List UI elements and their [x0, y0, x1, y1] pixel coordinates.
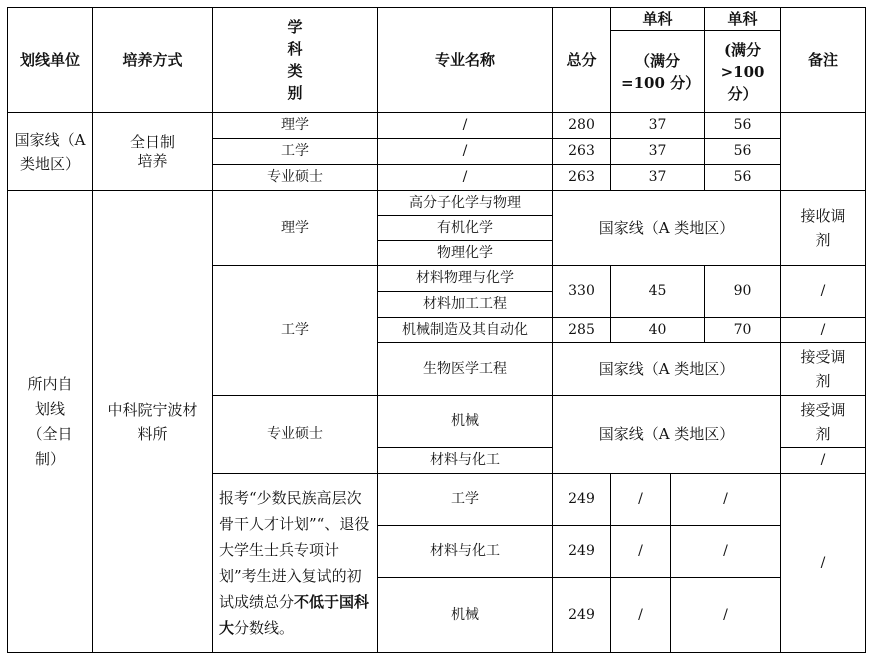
special-single1: / — [611, 578, 671, 653]
header-single1-sub: （满分=100 分） — [611, 31, 705, 113]
special-text-b: 分数线。 — [234, 619, 295, 637]
engineering-remark: / — [781, 266, 866, 318]
engineering-remark: 接受调剂 — [781, 343, 866, 396]
header-single2-sub: (满分>100 分） — [705, 31, 781, 113]
professional-remark: 接受调剂 — [781, 396, 866, 448]
professional-major: 机械 — [378, 396, 553, 448]
engineering-single1: 45 — [611, 266, 705, 318]
professional-remark: / — [781, 448, 866, 474]
special-text-a: 报考“少数民族高层次骨干人才计划”“、退役大学生士兵专项计划”考生进入复试的初试成绩总分 — [219, 489, 370, 611]
header-unit: 划线单位 — [8, 8, 93, 113]
header-row — [8, 8, 866, 31]
national-remark — [781, 113, 866, 191]
science-major: 物理化学 — [378, 241, 553, 266]
national-single2: 56 — [705, 139, 781, 165]
special-major: 机械 — [378, 578, 553, 653]
special-total: 249 — [553, 474, 611, 526]
national-category: 理学 — [213, 113, 378, 139]
science-remark: 接收调剂 — [781, 191, 866, 266]
special-text-bold: 不低于国科大 — [219, 593, 370, 637]
special-single2: / — [671, 474, 781, 526]
header-mode: 培养方式 — [93, 8, 213, 113]
engineering-major: 材料加工工程 — [378, 292, 553, 318]
national-category: 专业硕士 — [213, 165, 378, 191]
national-row-1 — [8, 113, 866, 139]
national-mode: 全日制培养 — [93, 113, 213, 191]
header-remark: 备注 — [781, 8, 866, 113]
engineering-single1: 40 — [611, 318, 705, 343]
engineering-major: 生物医学工程 — [378, 343, 553, 396]
professional-category: 专业硕士 — [213, 396, 378, 474]
institute-science-row-1 — [8, 191, 866, 216]
header-total: 总分 — [553, 8, 611, 113]
institute-unit: 所内自划线（全日制） — [8, 191, 93, 653]
engineering-total: 330 — [553, 266, 611, 318]
engineering-single2: 90 — [705, 266, 781, 318]
special-single1: / — [611, 526, 671, 578]
header-major: 专业名称 — [378, 8, 553, 113]
science-score: 国家线（A 类地区） — [553, 191, 781, 266]
score-line-table — [7, 7, 866, 653]
national-major: / — [378, 139, 553, 165]
special-major: 工学 — [378, 474, 553, 526]
engineering-single2: 70 — [705, 318, 781, 343]
special-single2: / — [671, 578, 781, 653]
engineering-remark: / — [781, 318, 866, 343]
score-table-wrapper — [7, 7, 866, 653]
special-total: 249 — [553, 578, 611, 653]
national-unit: 国家线（A 类地区） — [8, 113, 93, 191]
engineering-major: 材料物理与化学 — [378, 266, 553, 292]
header-category: 学科类别 — [213, 8, 378, 113]
engineering-score: 国家线（A 类地区） — [553, 343, 781, 396]
national-single1: 37 — [611, 113, 705, 139]
professional-major: 材料与化工 — [378, 448, 553, 474]
national-total: 263 — [553, 165, 611, 191]
special-single1: / — [611, 474, 671, 526]
science-major: 高分子化学与物理 — [378, 191, 553, 216]
special-single2: / — [671, 526, 781, 578]
national-total: 280 — [553, 113, 611, 139]
science-major: 有机化学 — [378, 216, 553, 241]
national-category: 工学 — [213, 139, 378, 165]
national-single2: 56 — [705, 165, 781, 191]
professional-score: 国家线（A 类地区） — [553, 396, 781, 474]
special-total: 249 — [553, 526, 611, 578]
national-single1: 37 — [611, 139, 705, 165]
engineering-category: 工学 — [213, 266, 378, 396]
engineering-total: 285 — [553, 318, 611, 343]
special-description — [213, 474, 378, 653]
header-single1-title: 单科 — [611, 8, 705, 31]
institute-mode: 中科院宁波材料所 — [93, 191, 213, 653]
engineering-major: 机械制造及其自动化 — [378, 318, 553, 343]
national-single2: 56 — [705, 113, 781, 139]
national-major: / — [378, 113, 553, 139]
national-total: 263 — [553, 139, 611, 165]
special-major: 材料与化工 — [378, 526, 553, 578]
header-single2-title: 单科 — [705, 8, 781, 31]
special-remark: / — [781, 474, 866, 653]
science-category: 理学 — [213, 191, 378, 266]
national-single1: 37 — [611, 165, 705, 191]
national-major: / — [378, 165, 553, 191]
